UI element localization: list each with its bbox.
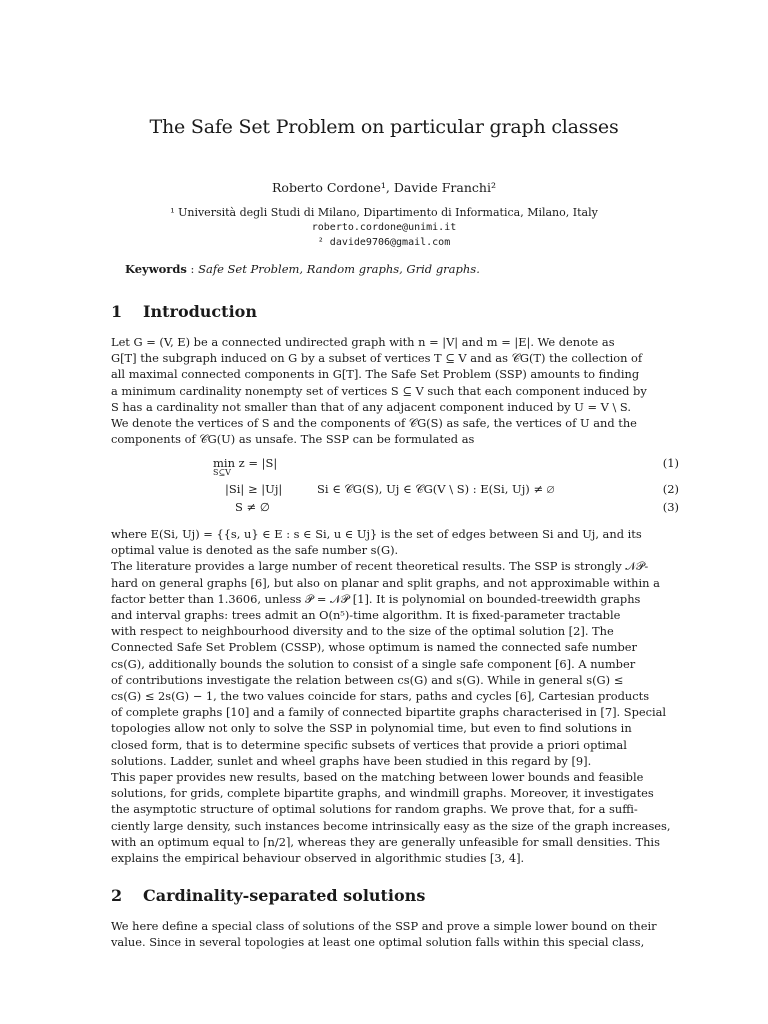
text-line: cs(G) ≤ 2s(G) − 1, the two values coincide for stars, paths and cycles [6], Cartesian products — [111, 689, 650, 704]
equation-number: (1) — [662, 456, 679, 470]
text-line: This paper provides new results, based on the matching between lower bounds and feasible — [111, 770, 644, 785]
text-line: S has a cardinality not smaller than that of any adjacent component induced by U = V \ S. — [111, 399, 631, 414]
text-line: Connected Safe Set Problem (CSSP), whose optimum is named the connected safe number — [111, 640, 637, 655]
keywords-value: Safe Set Problem, Random graphs, Grid graphs. — [198, 262, 480, 276]
text-line: The literature provides a large number of recent theoretical results. The SSP is strongly 𝒩𝒫- — [111, 559, 649, 574]
section-title: Introduction — [143, 302, 257, 321]
paper-title: The Safe Set Problem on particular graph classes — [149, 116, 619, 138]
text-line: components of 𝒞G(U) as unsafe. The SSP can be formulated as — [111, 432, 475, 447]
equation-lhs: |Si| ≥ |Uj| — [225, 482, 283, 496]
intro-paragraph-1 — [111, 334, 679, 447]
equation-condition: Si ∈ 𝒞G(S), Uj ∈ 𝒞G(V \ S) : E(Si, Uj) ≠ ∅ — [317, 482, 555, 496]
keywords-line — [125, 262, 685, 276]
text-line: all maximal connected components in G[T]. The Safe Set Problem (SSP) amounts to finding — [111, 367, 640, 382]
equation-number: (2) — [662, 482, 679, 496]
text-line: factor better than 1.3606, unless 𝒫 = 𝒩𝒫 [1]. It is polynomial on bounded-treewidth graphs — [111, 591, 641, 606]
text-line: of complete graphs [10] and a family of connected bipartite graphs characterised in [7]. Special — [111, 705, 667, 720]
section-number: 2 — [111, 886, 123, 905]
text-line: hard on general graphs [6], but also on planar and split graphs, and not approximable within a — [111, 575, 660, 590]
text-line: We here define a special class of solutions of the SSP and prove a simple lower bound on their — [111, 919, 657, 933]
text-line: solutions. Ladder, sunlet and wheel graphs have been studied in this regard by [9]. — [111, 753, 592, 768]
text-line: closed form, that is to determine specific subsets of vertices that provide a priori optimal — [111, 737, 627, 752]
text-line: explains the empirical behaviour observed in algorithmic studies [3, 4]. — [111, 851, 525, 866]
text-line: solutions, for grids, complete bipartite graphs, and windmill graphs. Moreover, it investigates — [111, 786, 654, 801]
text-line: optimal value is denoted as the safe number s(G). — [111, 543, 399, 558]
section2-paragraph-1 — [111, 918, 679, 950]
affiliation-line: ¹ Università degli Studi di Milano, Dipartimento di Informatica, Milano, Italy — [170, 206, 598, 219]
text-line: ciently large density, such instances become intrinsically easy as the size of the graph increases, — [111, 818, 671, 833]
equation-lhs: min z = |S| — [213, 456, 278, 470]
text-line: the asymptotic structure of optimal solutions for random graphs. We prove that, for a suffi- — [111, 802, 638, 817]
text-line: G[T] the subgraph induced on G by a subset of vertices T ⊆ V and as 𝒞G(T) the collection of — [111, 351, 643, 366]
text-line: Let G = (V, E) be a connected undirected graph with n = |V| and m = |E|. We denote as — [111, 335, 615, 349]
keywords-separator: : — [186, 262, 199, 276]
equation-lhs: S ≠ ∅ — [235, 500, 270, 514]
section-number: 1 — [111, 302, 123, 321]
text-line: of contributions investigate the relation between cs(G) and s(G). While in general s(G) ≤ — [111, 672, 624, 687]
section-heading-cardinality — [111, 886, 425, 905]
section-title: Cardinality-separated solutions — [143, 886, 426, 905]
text-line: cs(G), additionally bounds the solution to consist of a single safe component [6]. A number — [111, 656, 636, 671]
equation-subscript: S⊆V — [213, 468, 231, 477]
text-line: with an optimum equal to ⌈n/2⌉, whereas they are generally unfeasible for small densities. This — [111, 834, 660, 849]
text-line: where E(Si, Uj) = {{s, u} ∈ E : s ∈ Si, u ∈ Uj} is the set of edges between Si and Uj, and its — [111, 527, 642, 541]
affiliations — [0, 205, 768, 250]
equation-3 — [111, 500, 679, 516]
keywords-label: Keywords — [125, 262, 187, 276]
equation-1 — [111, 456, 679, 477]
section-heading-introduction — [111, 302, 257, 321]
text-line: and interval graphs: trees admit an O(n⁵)-time algorithm. It is fixed-parameter tractable — [111, 608, 621, 623]
author-email-1[interactable]: roberto.cordone@unimi.it — [311, 222, 457, 233]
text-line: value. Since in several topologies at least one optimal solution falls within this special class, — [111, 935, 645, 950]
text-line: with respect to neighbourhood diversity and to the size of the optimal solution [2]. The — [111, 624, 614, 639]
equation-2 — [111, 482, 679, 498]
intro-paragraph-2 — [111, 526, 679, 866]
equation-number: (3) — [662, 500, 679, 514]
text-line: We denote the vertices of S and the components of 𝒞G(S) as safe, the vertices of U and the — [111, 416, 637, 431]
text-line: topologies allow not only to solve the SSP in polynomial time, but even to find solutions in — [111, 721, 632, 736]
author-list: Roberto Cordone¹, Davide Franchi² — [272, 180, 496, 195]
text-line: a minimum cardinality nonempty set of vertices S ⊆ V such that each component induced by — [111, 383, 647, 398]
author-email-2[interactable]: ² davide9706@gmail.com — [317, 237, 451, 248]
